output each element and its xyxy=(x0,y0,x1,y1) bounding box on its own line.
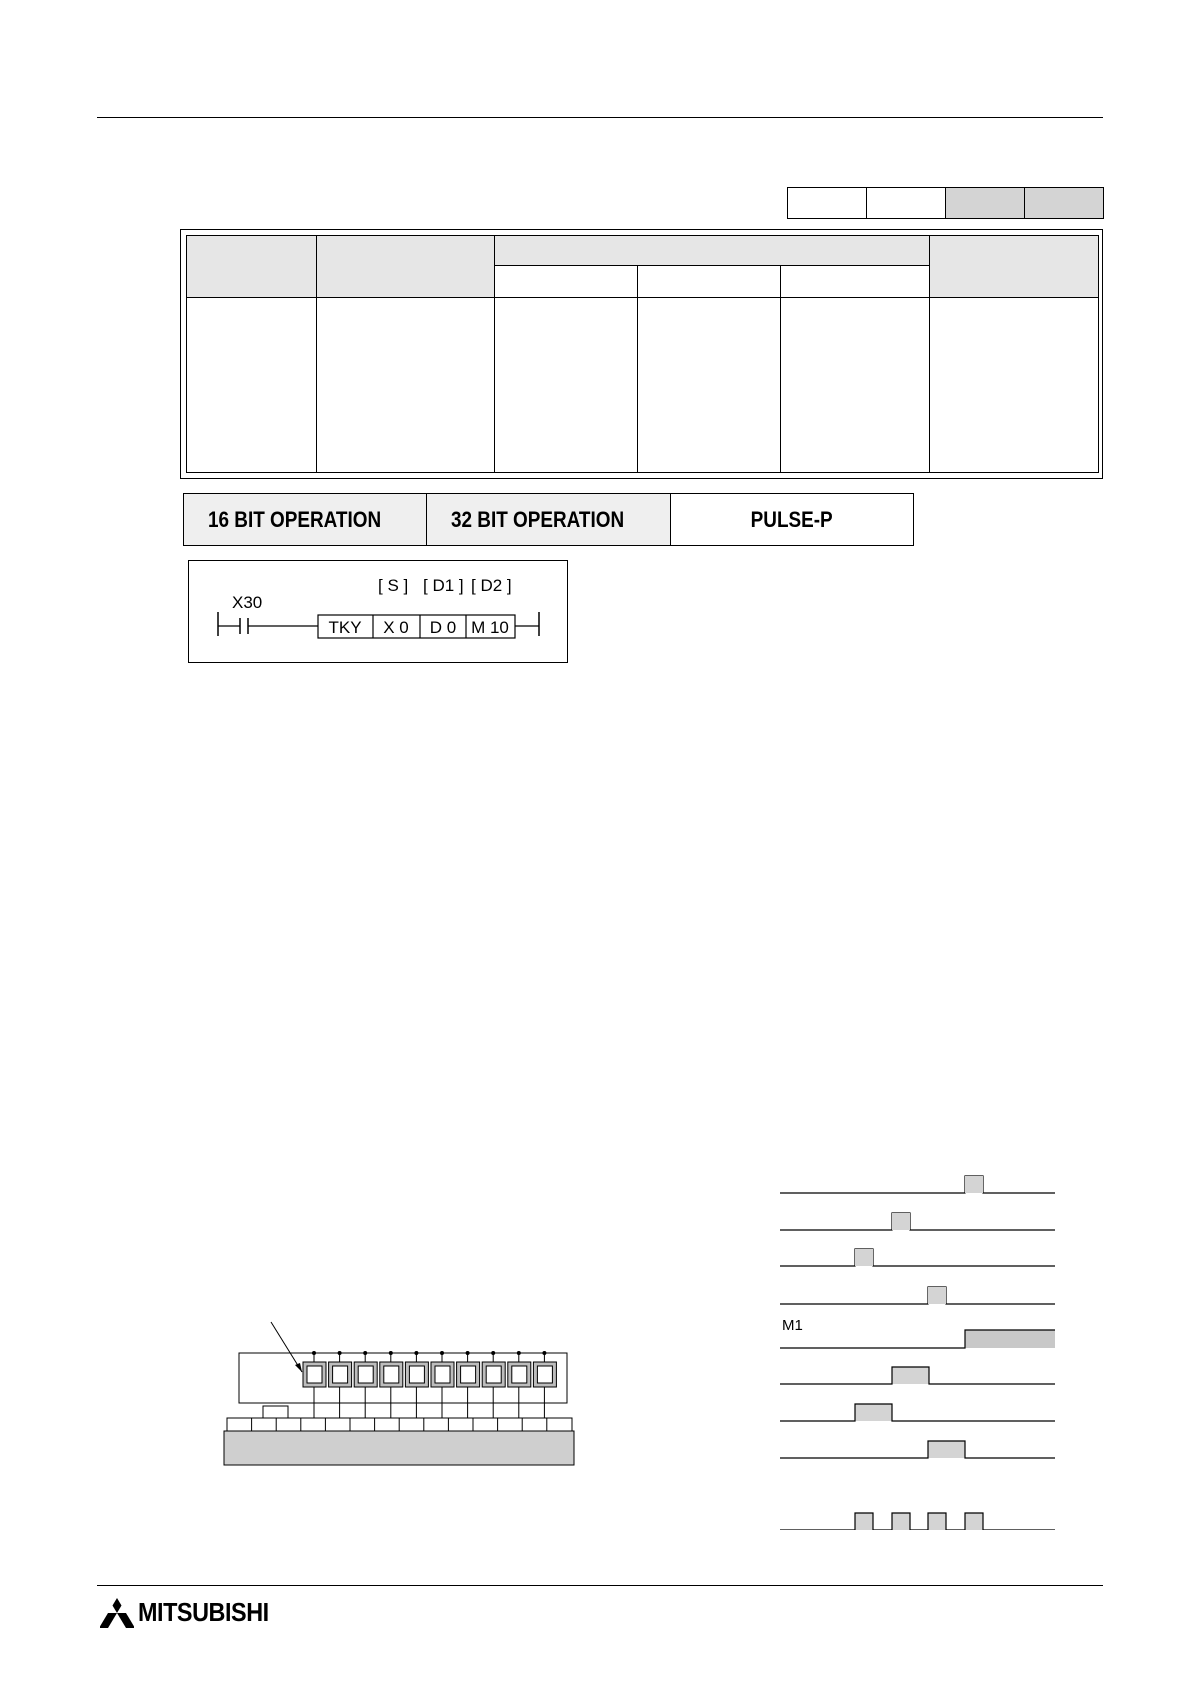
timing-x0 xyxy=(780,1176,1055,1193)
keypad-wiring-illustration xyxy=(215,1318,575,1468)
footer-rule xyxy=(97,1585,1103,1586)
appl-box-1 xyxy=(788,188,866,218)
plc-body xyxy=(224,1431,574,1465)
timing-x1 xyxy=(780,1213,1055,1230)
table-header-steps xyxy=(930,236,1099,298)
table-header-operands xyxy=(495,236,930,266)
op-16bit-label: 16 BIT OPERATION xyxy=(208,506,382,532)
brand-name: MITSUBISHI xyxy=(138,1597,269,1627)
appl-box-2 xyxy=(866,188,945,218)
operand-s: X 0 xyxy=(383,618,409,637)
header-rule xyxy=(97,117,1103,118)
op-32bit xyxy=(426,494,670,545)
timing-diagram xyxy=(780,1150,1070,1530)
table-subheader-s xyxy=(495,266,638,298)
op-16bit xyxy=(184,494,426,545)
key-row xyxy=(303,1351,556,1418)
contact-label: X30 xyxy=(232,593,263,612)
appl-box-4 xyxy=(1024,188,1103,218)
timing-x2 xyxy=(780,1249,1055,1266)
timing-d0-2 xyxy=(780,1404,1055,1421)
timing-x3 xyxy=(780,1287,1055,1304)
table-subheader-d1 xyxy=(638,266,781,298)
timing-label-m1: M1 xyxy=(782,1317,803,1334)
table-cell xyxy=(187,298,317,473)
table-cell xyxy=(317,298,495,473)
applicability-boxes xyxy=(787,187,1104,219)
operand-label-d2: [ D2 ] xyxy=(471,576,512,595)
instruction-mnemonic: TKY xyxy=(328,618,362,637)
table-cell xyxy=(930,298,1099,473)
brand-logo xyxy=(100,1597,283,1628)
timing-d0-3 xyxy=(780,1441,1055,1458)
table-cell xyxy=(638,298,781,473)
operation-bar xyxy=(183,493,914,546)
terminal-tab xyxy=(263,1406,288,1418)
table-cell xyxy=(781,298,930,473)
operand-label-d1: [ D1 ] xyxy=(423,576,464,595)
op-pulse-label: PULSE-P xyxy=(750,506,833,532)
table-header-function xyxy=(317,236,495,298)
table-subheader-d2 xyxy=(781,266,930,298)
op-32bit-label: 32 BIT OPERATION xyxy=(451,506,625,532)
table-cell xyxy=(495,298,638,473)
operand-d1: D 0 xyxy=(429,618,457,637)
timing-m2 xyxy=(780,1513,1055,1530)
table-header-mnemonic xyxy=(187,236,317,298)
operand-table xyxy=(186,235,1099,473)
mitsubishi-diamonds-icon xyxy=(100,1598,134,1628)
operand-d2: M 10 xyxy=(471,618,509,637)
ladder-diagram xyxy=(188,560,568,663)
appl-box-3 xyxy=(945,188,1024,218)
operand-label-s: [ S ] xyxy=(378,576,409,595)
op-pulse xyxy=(670,494,913,545)
